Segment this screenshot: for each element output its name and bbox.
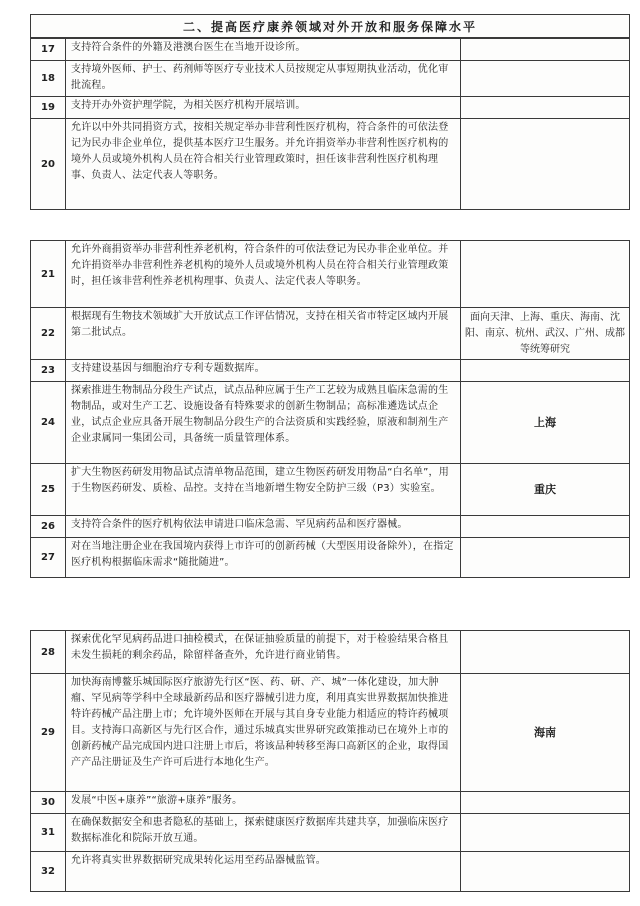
table-row — [31, 791, 629, 813]
row-text: 扩大生物医药研发用物品试点清单物品范围，建立生物医药研发用物品“白名单”，用于生物医药研发、质检、品控。支持在当地新增生物安全防护三级（P3）实验室。 — [66, 464, 461, 515]
row-text: 允许将真实世界数据研究成果转化运用至药品器械监管。 — [66, 852, 461, 891]
row-text: 支持建设基因与细胞治疗专利专题数据库。 — [66, 360, 461, 381]
row-area — [461, 241, 629, 307]
row-text: 加快海南博鳌乐城国际医疗旅游先行区“医、药、研、产、城”一体化建设，加大肿瘤、罕见病等学科中全球最新药品和医疗器械引进力度，利用真实世界数据加快推进特许药械产品注册上市；允许境外医师在开展与其自身专业能力相适应的特许药械项目。支持海口高新区与先行区合作，通过乐城真实世界研究政策推动已在境外上市的创新药械产品完成国内进口注册上市后，将该品种转移至海口高新区的企业，取得国产产品注册证及生产许可后进行本地化生产。 — [66, 674, 461, 791]
row-text: 在确保数据安全和患者隐私的基础上，探索健康医疗数据库共建共享，加强临床医疗数据标准化和院际开放互通。 — [66, 814, 461, 851]
row-number: 21 — [31, 241, 66, 307]
table-row — [31, 307, 629, 359]
row-number: 28 — [31, 631, 66, 673]
row-number: 31 — [31, 814, 66, 851]
row-area — [461, 61, 629, 96]
row-number: 26 — [31, 516, 66, 537]
table-block-2 — [30, 240, 630, 578]
row-text: 支持境外医师、护士、药剂师等医疗专业技术人员按规定从事短期执业活动，优化审批流程。 — [66, 61, 461, 96]
table-block-3 — [30, 630, 630, 892]
row-number: 29 — [31, 674, 66, 791]
row-text: 探索优化罕见病药品进口抽检模式，在保证抽验质量的前提下，对于检验结果合格且未发生损耗的剩余药品，除留样备查外，允许进行商业销售。 — [66, 631, 461, 673]
table-row — [31, 673, 629, 791]
table-block-1 — [30, 14, 630, 210]
row-area — [461, 360, 629, 381]
table-row — [31, 96, 629, 118]
table-row — [31, 537, 629, 577]
row-text: 探索推进生物制品分段生产试点，试点品种应属于生产工艺较为成熟且临床急需的生物制品，或对生产工艺、设施设备有特殊要求的创新生物制品；高标准遴选试点企业，试点企业应具备开展生物制品分段生产的合法资质和实践经验，原液和制剂生产企业隶属同一集团公司，具备统一质量管理体系。 — [66, 382, 461, 463]
table-row — [31, 631, 629, 673]
row-number: 22 — [31, 308, 66, 359]
table-row — [31, 118, 629, 210]
row-area — [461, 792, 629, 813]
table-row — [31, 359, 629, 381]
row-area: 面向天津、上海、重庆、海南、沈阳、南京、杭州、武汉、广州、成都等统筹研究 — [465, 311, 625, 355]
row-area: 重庆 — [534, 482, 556, 496]
table-row — [31, 38, 629, 60]
row-text: 允许外商捐资举办非营利性养老机构，符合条件的可依法登记为民办非企业单位。并允许捐资举办非营利性养老机构的境外人员或境外机构人员在符合相关行业管理政策时，担任该非营利性养老机构理事、负责人、法定代表人等职务。 — [66, 241, 461, 307]
row-number: 27 — [31, 538, 66, 577]
row-number: 20 — [31, 119, 66, 210]
row-area — [461, 119, 629, 210]
row-text: 允许以中外共同捐资方式，按相关规定举办非营利性医疗机构，符合条件的可依法登记为民办非企业单位，提供基本医疗卫生服务。并允许捐资举办非营利性医疗机构的境外人员或境外机构人员在符合相关行业管理政策时，担任该非营利性医疗机构理事、负责人、法定代表人等职务。 — [66, 119, 461, 210]
row-text: 支持符合条件的外籍及港澳台医生在当地开设诊所。 — [66, 39, 461, 60]
row-text: 对在当地注册企业在我国境内获得上市许可的创新药械（大型医用设备除外），在指定医疗机构根据临床需求“随批随进”。 — [66, 538, 461, 577]
row-area — [461, 631, 629, 673]
row-text: 发展“中医+康养”“旅游+康养”服务。 — [66, 792, 461, 813]
row-number: 24 — [31, 382, 66, 463]
row-number: 17 — [31, 39, 66, 60]
row-text: 支持符合条件的医疗机构依法申请进口临床急需、罕见病药品和医疗器械。 — [66, 516, 461, 537]
row-number: 30 — [31, 792, 66, 813]
table-row — [31, 60, 629, 96]
row-number: 32 — [31, 852, 66, 891]
row-number: 23 — [31, 360, 66, 381]
table-row — [31, 813, 629, 851]
table-row — [31, 515, 629, 537]
row-area — [461, 97, 629, 118]
table-row — [31, 381, 629, 463]
row-number: 25 — [31, 464, 66, 515]
row-area: 海南 — [534, 725, 556, 739]
row-area — [461, 814, 629, 851]
row-area — [461, 538, 629, 577]
row-area: 上海 — [534, 415, 556, 429]
row-area — [461, 516, 629, 537]
table-row — [31, 851, 629, 891]
table-row — [31, 241, 629, 307]
row-area — [461, 852, 629, 891]
row-text: 根据现有生物技术领域扩大开放试点工作评估情况，支持在相关省市特定区域内开展第二批试点。 — [66, 308, 461, 359]
row-text: 支持开办外资护理学院，为相关医疗机构开展培训。 — [66, 97, 461, 118]
row-area — [461, 39, 629, 60]
row-number: 19 — [31, 97, 66, 118]
section-title: 二、提高医疗康养领域对外开放和服务保障水平 — [31, 15, 629, 38]
table-row — [31, 463, 629, 515]
row-number: 18 — [31, 61, 66, 96]
